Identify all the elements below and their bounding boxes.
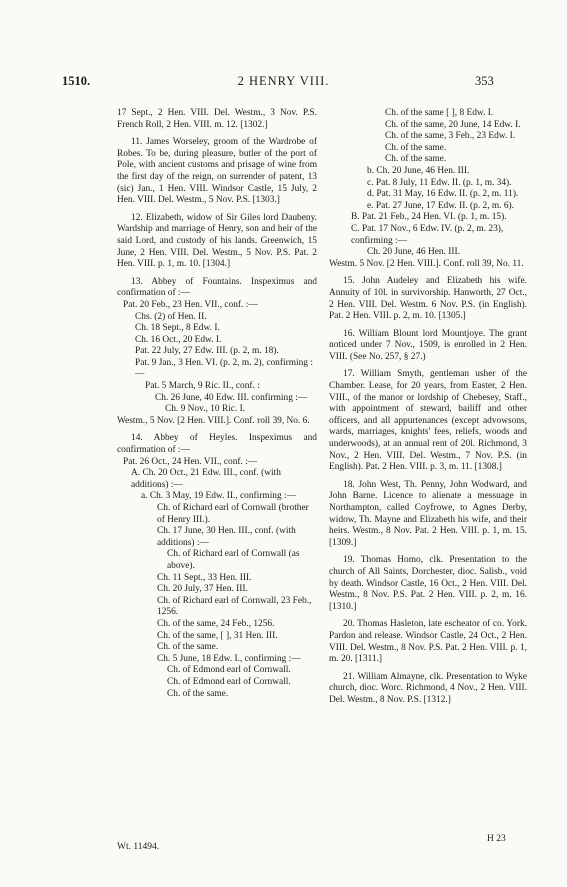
list-item: Pat. 9 Jan., 3 Hen. VI. (p. 2, m. 2), confirming :— [135,357,313,380]
signature-mark: H 23 [487,834,506,844]
list-item: Ch. of the same. [167,688,229,699]
entry-20: 20. Thomas Hasleton, late escheator of co. York. Pardon and release. Windsor Castle, 24 Oct., 2 Hen. VIII. Del. Westm., 8 Nov. P.S. Pat. 2 Hen. VIII. p. 1, m. 20. [1311.] [329,619,527,665]
list-item: Ch. of the same. [157,642,219,653]
entry-17: 17. William Smyth, gentleman usher of the Chamber. Lease, for 20 years, from Easter, 2 Hen. VIII., of the manor or lordship of Chebesey, Staff., with appointment of steward, bailiff and other officers, and all appurtenances (except advowsons, wards, marriages, knights' fees, reliefs, woods and underwoods), at an annual rent of 20l. Richmond, 3 Nov., 2 Hen. VIII. Del. Westm., 7 Nov. P.S. (in English). Pat. 2 Hen. VIII. p. 3, m. 11. [1308.] [329,369,527,473]
entry-18: 18. John West, Th. Penny, John Wodward, and John Barne. Licence to alienate a messuage in Northampton, called Coyfrowe, to Agnes Derby, widow, Th. Mayne and Elizabeth his wife, and their heirs. Westm., 8 Nov. Pat. 2 Hen. VIII. p. 1, m. 15. [1309.] [329,479,527,548]
entry-15: 15. John Audeley and Elizabeth his wife. Annuity of 10l. in survivorship. Hanworth, 27 Oct., 2 Hen. VIII. Del. Westm. 6 Nov. P.S. (in English). Pat. 2 Hen. VIII. p. 2, m. 10. [1305.] [329,276,527,322]
list-item: Ch. 16 Oct., 20 Edw. I. [135,334,222,345]
printer-mark: Wt. 11494. [117,842,160,852]
list-item: e. Pat. 27 June, 17 Edw. II. (p. 2, m. 6). [367,200,515,211]
list-item: Ch. of the same, 20 June, 14 Edw. I. [385,119,521,130]
list-item: Ch. 20 July, 37 Hen. III. [157,584,248,595]
entry-12: 12. Elizabeth, widow of Sir Giles lord Daubeny. Wardship and marriage of Henry, son and heir of the said Lord, and custody of his lands. Greenwich, 15 June, 2 Hen. VIII. Del. Westm., 5 Nov. P.S. Pat. 2 Hen. VIII. p. 1, m. 10. [1304.] [117,212,317,270]
entry-13-source: Westm., 5 Nov. [2 Hen. VIII.]. Conf. roll 39, No. 6. [117,415,310,426]
list-item: b. Ch. 20 June, 46 Hen. III. [367,165,470,176]
list-item: Ch. 11 Sept., 33 Hen. III. [157,572,252,583]
entry-11: 11. James Worseley, groom of the Wardrobe of Robes. To be, during pleasure, butler of the port of Pole, with ancient customs and prisage of wine from the first day of the reign, on surrender of patent, 13 (sic) Jan., 1 Hen. VIII. Windsor Castle, 15 July, 2 Hen. VIII. Del. Westm., 5 Nov. P.S. [1303.] [117,137,317,206]
list-item: Pat. 26 Oct., 24 Hen. VII., conf. :— [123,456,258,467]
list-item: Ch. of the same, 3 Feb., 23 Edw. I. [385,131,516,142]
list-item: Ch. of the same. [385,154,447,165]
list-item: C. Pat. 17 Nov., 6 Edw. IV. (p. 2, m. 23), confirming :— [351,223,504,246]
list-item: a. Ch. 3 May, 19 Edw. II., confirming :— [141,491,297,502]
list-item: Pat. 5 March, 9 Ric. II., conf. : [145,381,260,392]
list-item: Ch. of Richard earl of Cornwall (brother of Henry III.). [157,503,309,525]
entry-14: 14. Abbey of Heyles. Inspeximus and confirmation of :— [117,433,317,456]
list-item: Ch. 17 June, 30 Hen. III., conf. (with additions) :— [157,526,296,548]
entry-19: 19. Thomas Homo, clk. Presentation to the church of All Saints, Dorchester, dioc. Salisb., void by death. Windsor Castle, 16 Oct., 2 Hen. VIII. Del. Westm., 8 Nov. P.S. Pat. 2 Hen. VIII. p. 2, m. 16. [1310.] [329,555,527,612]
header-page-number: 353 [475,74,494,88]
list-item: Ch. 20 June, 46 Hen. III. [367,247,460,258]
header-title: 2 HENRY VIII. [237,74,330,88]
list-item: Ch. of Edmond earl of Cornwall. [167,676,291,687]
entry-21: 21. William Almayne, clk. Presentation to Wyke church, dioc. Worc. Richmond, 4 Nov., 2 Hen. VIII. Del. Westm., 8 Nov. P.S. [1312.] [329,671,527,705]
entry-14-source: Westm. 5 Nov. [2 Hen. VIII.]. Conf. roll 39, No. 11. [329,258,524,269]
list-item: Ch. of Richard earl of Cornwall, 23 Feb., 1256. [157,595,312,618]
right-column [329,108,527,713]
list-item: Ch. 9 Nov., 10 Ric. I. [165,404,246,415]
list-item: c. Pat. 8 July, 11 Edw. II. (p. 1, m. 34). [367,177,512,188]
list-item: Ch. 18 Sept., 8 Edw. I. [135,323,220,334]
list-item: Pat. 22 July, 27 Edw. III. (p. 2, m. 18). [135,346,279,357]
list-item: Ch. of Richard earl of Cornwall (as above). [167,549,300,571]
entry-10-continued: 17 Sept., 2 Hen. VIII. Del. Westm., 3 Nov. P.S. French Roll, 2 Hen. VIII. m. 12. [1302.] [117,108,317,130]
list-item: d. Pat. 31 May, 16 Edw. II. (p. 2, m. 11). [367,189,519,200]
header-year: 1510. [62,74,91,88]
list-item: Chs. (2) of Hen. II. [135,311,207,322]
list-item: Ch. of the same [ ], 8 Edw. I. [385,108,494,118]
left-column [117,108,317,700]
list-item: Ch. 26 June, 40 Edw. III. confirming :— [155,392,308,403]
list-item: A. Ch. 20 Oct., 21 Edw. III., conf. (with additions) :— [131,468,281,490]
list-item: Ch. of the same. [385,142,447,153]
list-item: Ch. of Edmond earl of Cornwall. [167,665,291,676]
list-item: Ch. 5 June, 18 Edw. I., confirming :— [157,653,301,664]
entry-16: 16. William Blount lord Mountjoye. The grant noticed under 7 Nov., 1509, is enrolled in 2 Hen. VIII. (See No. 257, § 27.) [329,328,527,362]
page-header [0,76,567,92]
list-item: B. Pat. 21 Feb., 24 Hen. VI. (p. 1, m. 15). [351,212,507,223]
entry-13: 13. Abbey of Fountains. Inspeximus and confirmation of :— [117,276,317,299]
list-item: Ch. of the same, [ ], 31 Hen. III. [157,630,278,641]
list-item: Ch. of the same, 24 Feb., 1256. [157,618,275,629]
list-item: Pat. 20 Feb., 23 Hen. VII., conf. :— [123,299,258,310]
